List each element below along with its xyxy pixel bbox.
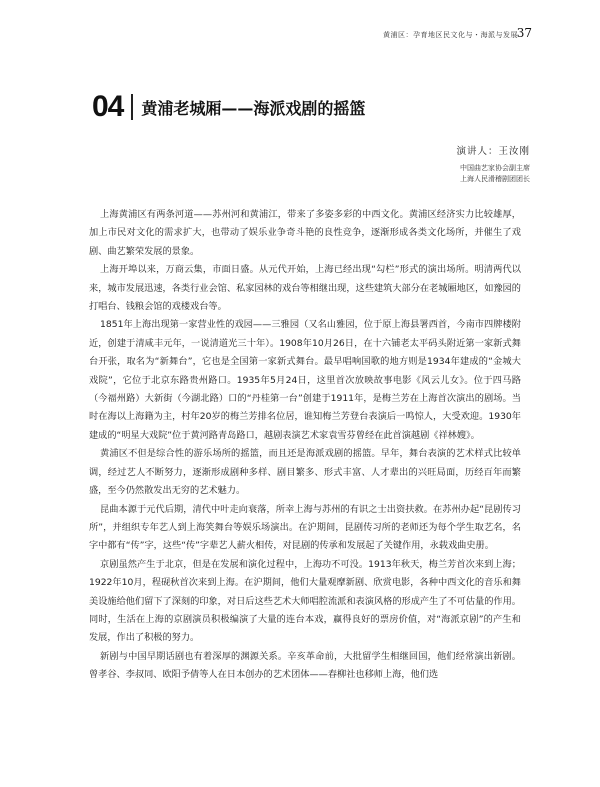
page-number: 37 <box>516 26 532 40</box>
paragraph: 上海黄浦区有两条河道——苏州河和黄浦江，带来了多姿多彩的中西文化。黄浦区经济实力比较雄厚，加上市民对文化的需求扩大，也带动了娱乐业争奇斗艳的良性竞争，逐渐形成各类文化场所，并催生了戏剧、曲艺繁荣发展的景象。 <box>89 209 521 257</box>
chapter-heading <box>92 90 365 124</box>
paragraph: 黄浦区不但是综合性的游乐场所的摇篮，而且还是海派戏剧的摇篮。早年，舞台表演的艺术样式比较单调，经过艺人不断努力，逐渐形成剧种多样、剧目繁多、形式丰富、人才辈出的兴旺局面，历经百年而繁盛，至今仍然散发出无穷的艺术魅力。 <box>89 448 521 497</box>
paragraph: 上海开埠以来，万商云集，市面日盛。从元代开始，上海已经出现“勾栏”形式的演出场所。明清两代以来，城市发展迅速，各类行业会馆、私家园林的戏台等相继出现，这些建筑大部分在老城厢地区，如豫园的打唱台、钱粮会馆的戏楼戏台等。 <box>89 264 521 313</box>
paragraph: 昆曲本源于元代后期，清代中叶走向衰落，所幸上海与苏州的有识之士出资扶救。在苏州办起“昆剧传习所”，并组织专年艺人到上海笑舞台等娱乐场演出。在沪期间，昆剧传习所的老师还为每个学生取艺名，名字中都有“传”字，这些“传”字辈艺人薪火相传，对昆剧的传承和发展起了关键作用，永载戏曲史册。 <box>89 503 521 552</box>
running-head: 黄浦区：孕育地区民文化与・海派与发展 <box>383 31 518 39</box>
chapter-number: 04 <box>92 90 124 123</box>
speaker-line: 演讲人：王汝刚 <box>456 146 530 157</box>
paragraph: 京剧虽然产生于北京，但是在发展和演化过程中，上海功不可没。1913年秋天，梅兰芳首次来到上海；1922年10月，程砚秋首次来到上海。在沪期间，他们大量观摩新剧、欣赏电影，各种中西文化的音乐和舞美设施给他们留下了深刻的印象，对日后这些艺术大师唱腔流派和表演风格的形成产生了不可估量的作用。同时，生活在上海的京剧演员积极编演了大量的连台本戏，赢得良好的票房价值，对“海派京剧”的产生和发展，作出了积极的努力。 <box>89 558 521 644</box>
chapter-title: 黄浦老城厢——海派戏剧的摇篮 <box>141 98 366 118</box>
speaker-block <box>456 143 530 185</box>
paragraph: 新剧与中国早期话剧也有着深厚的渊源关系。辛亥革命前，大批留学生相继回国，他们经常演出新剧。曾孝谷、李叔同、欧阳予倩等人在日本创办的艺术团体——春柳社也移师上海，他们选 <box>89 650 521 681</box>
speaker-role: 中国曲艺家协会副主席 <box>460 164 530 172</box>
chapter-divider <box>131 94 133 120</box>
article-body <box>89 206 521 685</box>
speaker-role: 上海人民滑稽剧团团长 <box>460 175 530 183</box>
paragraph: 1851年上海出现第一家营业性的戏园——三雅园（又名山雅园，位于原上海县署西首，今南市四牌楼附近，创建于清咸丰元年，一说清道光三十年）。1908年10月26日，在十六铺老太平码头附近第一家新式舞台开张，取名为“新舞台”，它也是全国第一家新式舞台。最早唱响国歌的地方则是1934年建成的“金城大戏院”，它位于北京东路贵州路口。1935年5月24日，这里首次放映故事电影《风云儿女》。位于四马路（今福州路）大新街（今湖北路）口的“丹桂第一台”创建于1911年，是梅兰芳在上海首次演出的剧场。当时在海以上海籍为主，村年20岁的梅兰芳排名位居，谁知梅兰芳登台表演后一鸣惊人，大受欢迎。1930年建成的“明星大戏院”位于黄河路青岛路口，越剧表演艺术家袁雪芬曾经在此首演越剧《祥林嫂》。 <box>89 319 521 441</box>
